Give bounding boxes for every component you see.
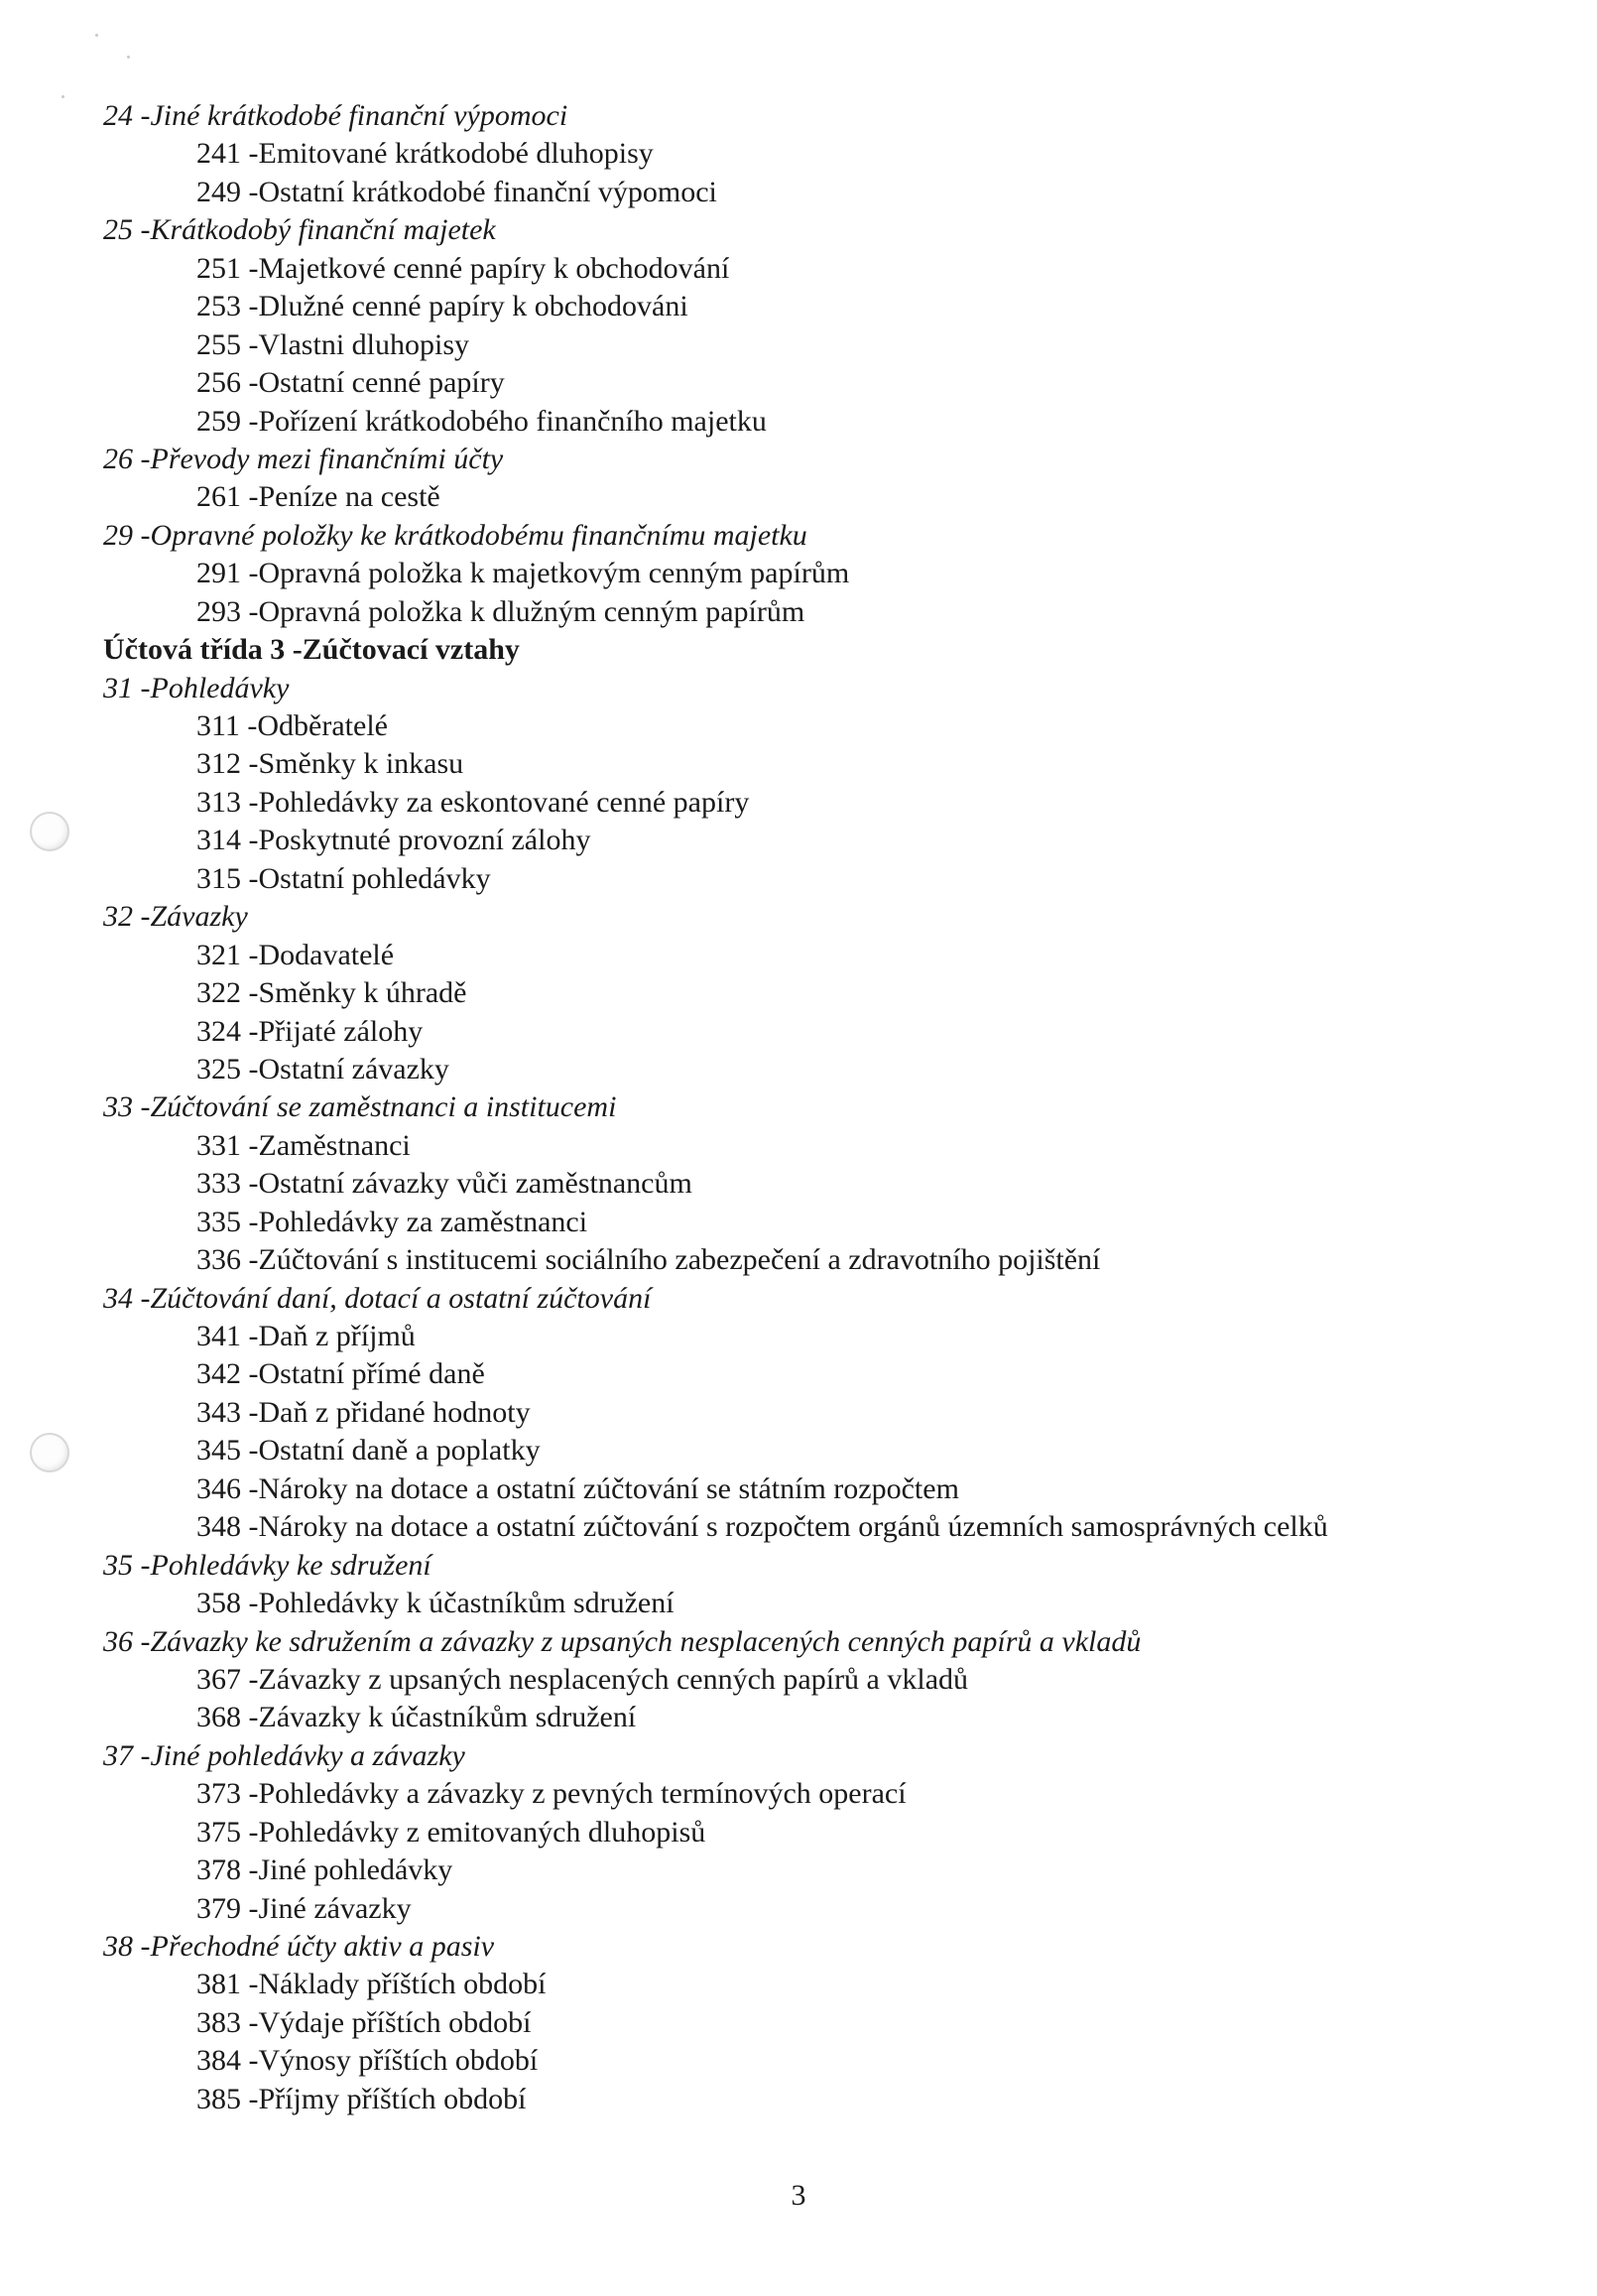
account-group-heading: 25 -Krátkodobý finanční majetek — [103, 213, 496, 247]
account-entry: 368 -Závazky k účastníkům sdružení — [196, 1701, 637, 1734]
account-entry: 251 -Majetkové cenné papíry k obchodování — [196, 251, 730, 285]
account-group-heading: 36 -Závazky ke sdružením a závazky z upsaných nesplacených cenných papírů a vkladů — [103, 1624, 1142, 1658]
account-group-heading: 38 -Přechodné účty aktiv a pasiv — [103, 1930, 495, 1963]
account-group-heading: 33 -Zúčtování se zaměstnanci a institucemi — [103, 1090, 617, 1124]
account-group-heading: 31 -Pohledávky — [103, 671, 290, 704]
account-entry: 313 -Pohledávky za eskontované cenné papíry — [196, 785, 750, 819]
account-class-heading: Účtová třída 3 -Zúčtovací vztahy — [103, 633, 520, 667]
scan-speck — [127, 56, 130, 59]
account-group-heading: 29 -Opravné položky ke krátkodobému finančnímu majetku — [103, 518, 807, 552]
account-entry: 291 -Opravná položka k majetkovým cenným papírům — [196, 557, 850, 590]
page-number: 3 — [791, 2179, 806, 2212]
account-entry: 358 -Pohledávky k účastníkům sdružení — [196, 1587, 675, 1620]
account-entry: 343 -Daň z přidané hodnoty — [196, 1395, 531, 1429]
chart-of-accounts-list — [0, 97, 1328, 2118]
account-entry: 383 -Výdaje příštích období — [196, 2005, 532, 2039]
account-entry: 293 -Opravná položka k dlužným cenným papírům — [196, 594, 805, 628]
account-entry: 384 -Výnosy příštích období — [196, 2044, 539, 2078]
account-group-heading: 34 -Zúčtování daní, dotací a ostatní zúčtování — [103, 1281, 652, 1315]
account-entry: 336 -Zúčtování s institucemi sociálního zabezpečení a zdravotního pojištění — [196, 1243, 1101, 1277]
account-entry: 331 -Zaměstnanci — [196, 1128, 411, 1162]
account-entry: 341 -Daň z příjmů — [196, 1320, 416, 1352]
account-entry: 324 -Přijaté zálohy — [196, 1014, 424, 1048]
account-entry: 256 -Ostatní cenné papíry — [196, 366, 505, 400]
account-entry: 379 -Jiné závazky — [196, 1891, 412, 1925]
account-entry: 311 -Odběratelé — [196, 709, 388, 742]
account-entry: 378 -Jiné pohledávky — [196, 1853, 453, 1887]
account-entry: 381 -Náklady příštích období — [196, 1968, 547, 2001]
account-group-heading: 24 -Jiné krátkodobé finanční výpomoci — [103, 99, 568, 132]
account-entry: 373 -Pohledávky a závazky z pevných termínových operací — [196, 1777, 907, 1811]
scan-speck — [95, 34, 98, 37]
account-entry: 241 -Emitované krátkodobé dluhopisy — [196, 137, 654, 171]
punch-hole-icon — [30, 812, 69, 851]
account-entry: 249 -Ostatní krátkodobé finanční výpomoci — [196, 175, 717, 208]
account-entry: 255 -Vlastni dluhopisy — [196, 327, 469, 361]
account-group-heading: 37 -Jiné pohledávky a závazky — [103, 1738, 465, 1772]
account-entry: 312 -Směnky k inkasu — [196, 747, 464, 781]
account-entry: 346 -Nároky na dotace a ostatní zúčtování se státním rozpočtem — [196, 1471, 959, 1505]
account-entry: 335 -Pohledávky za zaměstnanci — [196, 1205, 588, 1238]
account-entry: 253 -Dlužné cenné papíry k obchodováni — [196, 290, 688, 323]
account-entry: 348 -Nároky na dotace a ostatní zúčtování s rozpočtem orgánů územních samosprávných celků — [196, 1510, 1328, 1544]
account-entry: 345 -Ostatní daně a poplatky — [196, 1434, 541, 1467]
account-group-heading: 35 -Pohledávky ke sdružení — [103, 1548, 431, 1582]
account-entry: 261 -Peníze na cestě — [196, 480, 440, 514]
account-entry: 259 -Pořízení krátkodobého finančního majetku — [196, 404, 767, 438]
account-entry: 342 -Ostatní přímé daně — [196, 1357, 485, 1391]
account-entry: 325 -Ostatní závazky — [196, 1052, 449, 1085]
account-entry: 315 -Ostatní pohledávky — [196, 861, 491, 895]
account-group-heading: 32 -Závazky — [103, 900, 248, 934]
account-entry: 385 -Příjmy příštích období — [196, 2082, 527, 2115]
account-entry: 375 -Pohledávky z emitovaných dluhopisů — [196, 1815, 706, 1849]
account-group-heading: 26 -Převody mezi finančními účty — [103, 442, 504, 475]
punch-hole-icon — [30, 1433, 69, 1472]
account-entry: 367 -Závazky z upsaných nesplacených cenných papírů a vkladů — [196, 1662, 969, 1696]
account-entry: 314 -Poskytnuté provozní zálohy — [196, 824, 591, 857]
account-entry: 321 -Dodavatelé — [196, 938, 395, 971]
account-entry: 333 -Ostatní závazky vůči zaměstnancům — [196, 1167, 692, 1201]
account-entry: 322 -Směnky k úhradě — [196, 976, 467, 1010]
